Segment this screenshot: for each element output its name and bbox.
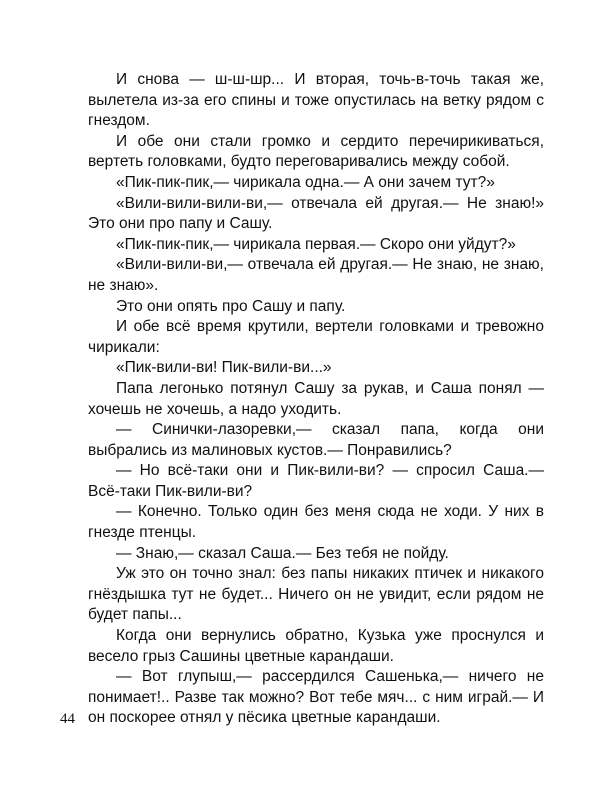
paragraph: «Вили-вили-ви,— отвечала ей другая.— Не знаю, не знаю, не знаю». bbox=[88, 256, 544, 294]
paragraph: Уж это он точно знал: без папы никаких птичек и никакого гнёздышка тут не будет... Ничего он не увидит, если рядом не будет папы... bbox=[88, 565, 544, 624]
page-number: 44 bbox=[60, 711, 75, 727]
paragraph: Папа легонько потянул Сашу за рукав, и Саша понял — хочешь не хочешь, а надо уходить. bbox=[88, 379, 544, 418]
paragraph: — Конечно. Только один без меня сюда не ходи. У них в гнезде птенцы. bbox=[88, 503, 544, 542]
text-column bbox=[88, 70, 544, 729]
paragraph: И снова — ш-ш-шр... И вторая, точь-в-точь такая же, вылетела из-за его спины и тоже опустилась на ветку рядом с гнездом. bbox=[88, 71, 544, 130]
paragraph: — Синички-лазоревки,— сказал папа, когда они выбрались из малиновых кустов.— Понравились? bbox=[88, 421, 544, 459]
paragraph: «Пик-пик-пик,— чирикала одна.— А они зачем тут?» bbox=[116, 173, 495, 191]
paragraph: — Знаю,— сказал Саша.— Без тебя не пойду. bbox=[116, 544, 449, 562]
paragraph: Это они опять про Сашу и папу. bbox=[116, 297, 346, 315]
paragraph: И обе всё время крутили, вертели головками и тревожно чирикали: bbox=[88, 318, 544, 356]
paragraph: И обе они стали громко и сердито перечирикиваться, вертеть головками, будто переговаривались между собой. bbox=[88, 132, 544, 171]
paragraph: «Вили-вили-вили-ви,— отвечала ей другая.— Не знаю!» Это они про папу и Сашу. bbox=[88, 194, 544, 233]
paragraph: — Но всё-таки они и Пик-вили-ви? — спросил Саша.— Всё-таки Пик-вили-ви? bbox=[88, 462, 544, 500]
paragraph: — Вот глупыш,— рассердился Сашенька,— ничего не понимает!.. Разве так можно? Вот тебе мяч... с ним играй.— И он поскорее отнял у пёсика цветные карандаши. bbox=[88, 668, 544, 727]
paragraph: «Пик-пик-пик,— чирикала первая.— Скоро они уйдут?» bbox=[116, 235, 516, 253]
paragraph: Когда они вернулись обратно, Кузька уже проснулся и весело грыз Сашины цветные карандаши. bbox=[88, 627, 544, 665]
paragraph: «Пик-вили-ви! Пик-вили-ви...» bbox=[116, 359, 332, 377]
